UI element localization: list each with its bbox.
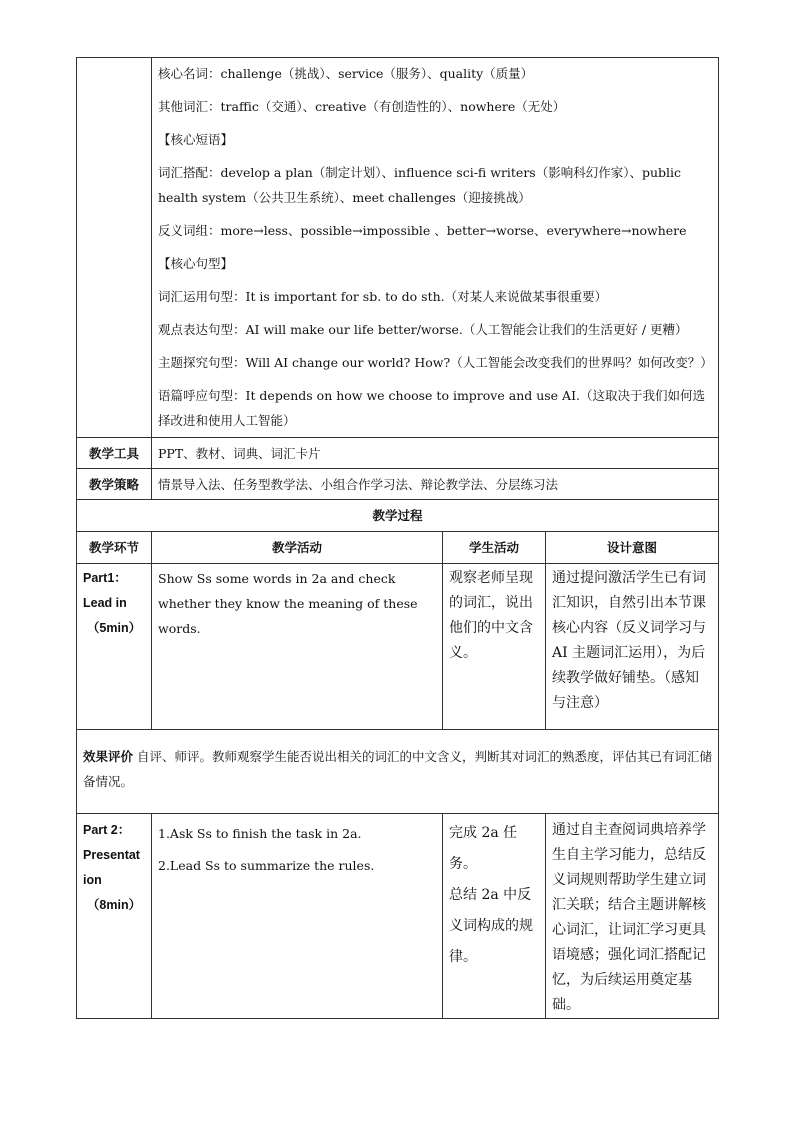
strategy-row <box>77 469 719 500</box>
tools-label: 教学工具 <box>77 438 152 469</box>
header-intent: 设计意图 <box>546 532 719 564</box>
stage-cell <box>77 564 152 730</box>
process-title: 教学过程 <box>77 500 719 532</box>
vocab-label-cell <box>77 58 152 438</box>
student-step: 总结 2a 中反义词构成的规律。 <box>449 887 533 965</box>
vocab-line: 语篇呼应句型：It depends on how we choose to improve and use AI.（这取决于我们如何选择改进和使用人工智能） <box>158 388 705 428</box>
activity-cell: Show Ss some words in 2a and check whether they know the meaning of these words. <box>152 564 443 730</box>
vocab-heading: 【核心短语】 <box>158 132 234 147</box>
header-student: 学生活动 <box>443 532 546 564</box>
evaluation-cell <box>77 730 719 814</box>
stage-part: Part1： <box>83 571 127 585</box>
evaluation-row <box>77 730 719 814</box>
intent-cell: 通过提问激活学生已有词汇知识，自然引出本节课核心内容（反义词学习与 AI 主题词汇运用），为后续教学做好铺垫。（感知与注意） <box>546 564 719 730</box>
strategy-value: 情景导入法、任务型教学法、小组合作学习法、辩论教学法、分层练习法 <box>152 469 719 500</box>
process-title-row <box>77 500 719 532</box>
evaluation-text: 自评、师评。教师观察学生能否说出相关的词汇的中文含义，判断其对词汇的熟悉度，评估其已有词汇储备情况。 <box>83 749 713 789</box>
header-stage: 教学环节 <box>77 532 152 564</box>
intent-cell: 通过自主查阅词典培养学生自主学习能力，总结反义词规则帮助学生建立词汇关联；结合主题讲解核心词汇，让词汇学习更具语境感；强化词汇搭配记忆，为后续运用奠定基础。 <box>546 814 719 1019</box>
activity-step: 2.Lead Ss to summarize the rules. <box>158 858 375 873</box>
vocab-line: 主题探究句型：Will AI change our world? How?（人工智能会改变我们的世界吗？如何改变？） <box>158 355 713 370</box>
vocab-line: 其他词汇：traffic（交通）、creative（有创造性的）、nowhere（无处） <box>158 99 566 114</box>
stage-cell <box>77 814 152 1019</box>
header-activity: 教学活动 <box>152 532 443 564</box>
stage-part: Part 2： <box>83 823 131 837</box>
student-cell <box>443 814 546 1019</box>
process-row <box>77 814 719 1019</box>
vocab-row <box>77 58 719 438</box>
stage-name: Presentat <box>83 848 140 862</box>
evaluation-label: 效果评价 <box>83 749 134 764</box>
vocab-line: 核心名词：challenge（挑战）、service（服务）、quality（质量） <box>158 66 534 81</box>
vocab-line: 反义词组：more→less、possible→impossible 、better→worse、everywhere→nowhere <box>158 223 687 238</box>
stage-time: （5min） <box>86 621 142 635</box>
tools-value: PPT、教材、词典、词汇卡片 <box>152 438 719 469</box>
tools-row <box>77 438 719 469</box>
stage-time: （8min） <box>86 898 142 912</box>
activity-cell <box>152 814 443 1019</box>
lesson-plan-table <box>76 57 719 1019</box>
process-header-row <box>77 532 719 564</box>
activity-step: 1.Ask Ss to finish the task in 2a. <box>158 826 362 841</box>
student-cell: 观察老师呈现的词汇，说出他们的中文含义。 <box>443 564 546 730</box>
vocab-line: 词汇运用句型：It is important for sb. to do sth.（对某人来说做某事很重要） <box>158 289 608 304</box>
vocab-line: 观点表达句型：AI will make our life better/worse.（人工智能会让我们的生活更好 / 更糟） <box>158 322 688 337</box>
process-row <box>77 564 719 730</box>
vocab-content <box>152 58 719 438</box>
stage-name-cont: ion <box>83 873 102 887</box>
vocab-line: 词汇搭配：develop a plan（制定计划）、influence sci-fi writers（影响科幻作家）、public health system（公共卫生系统）、meet challenges（迎接挑战） <box>158 165 682 205</box>
stage-name: Lead in <box>83 596 127 610</box>
student-step: 完成 2a 任务。 <box>449 825 518 872</box>
strategy-label: 教学策略 <box>77 469 152 500</box>
vocab-heading: 【核心句型】 <box>158 256 234 271</box>
